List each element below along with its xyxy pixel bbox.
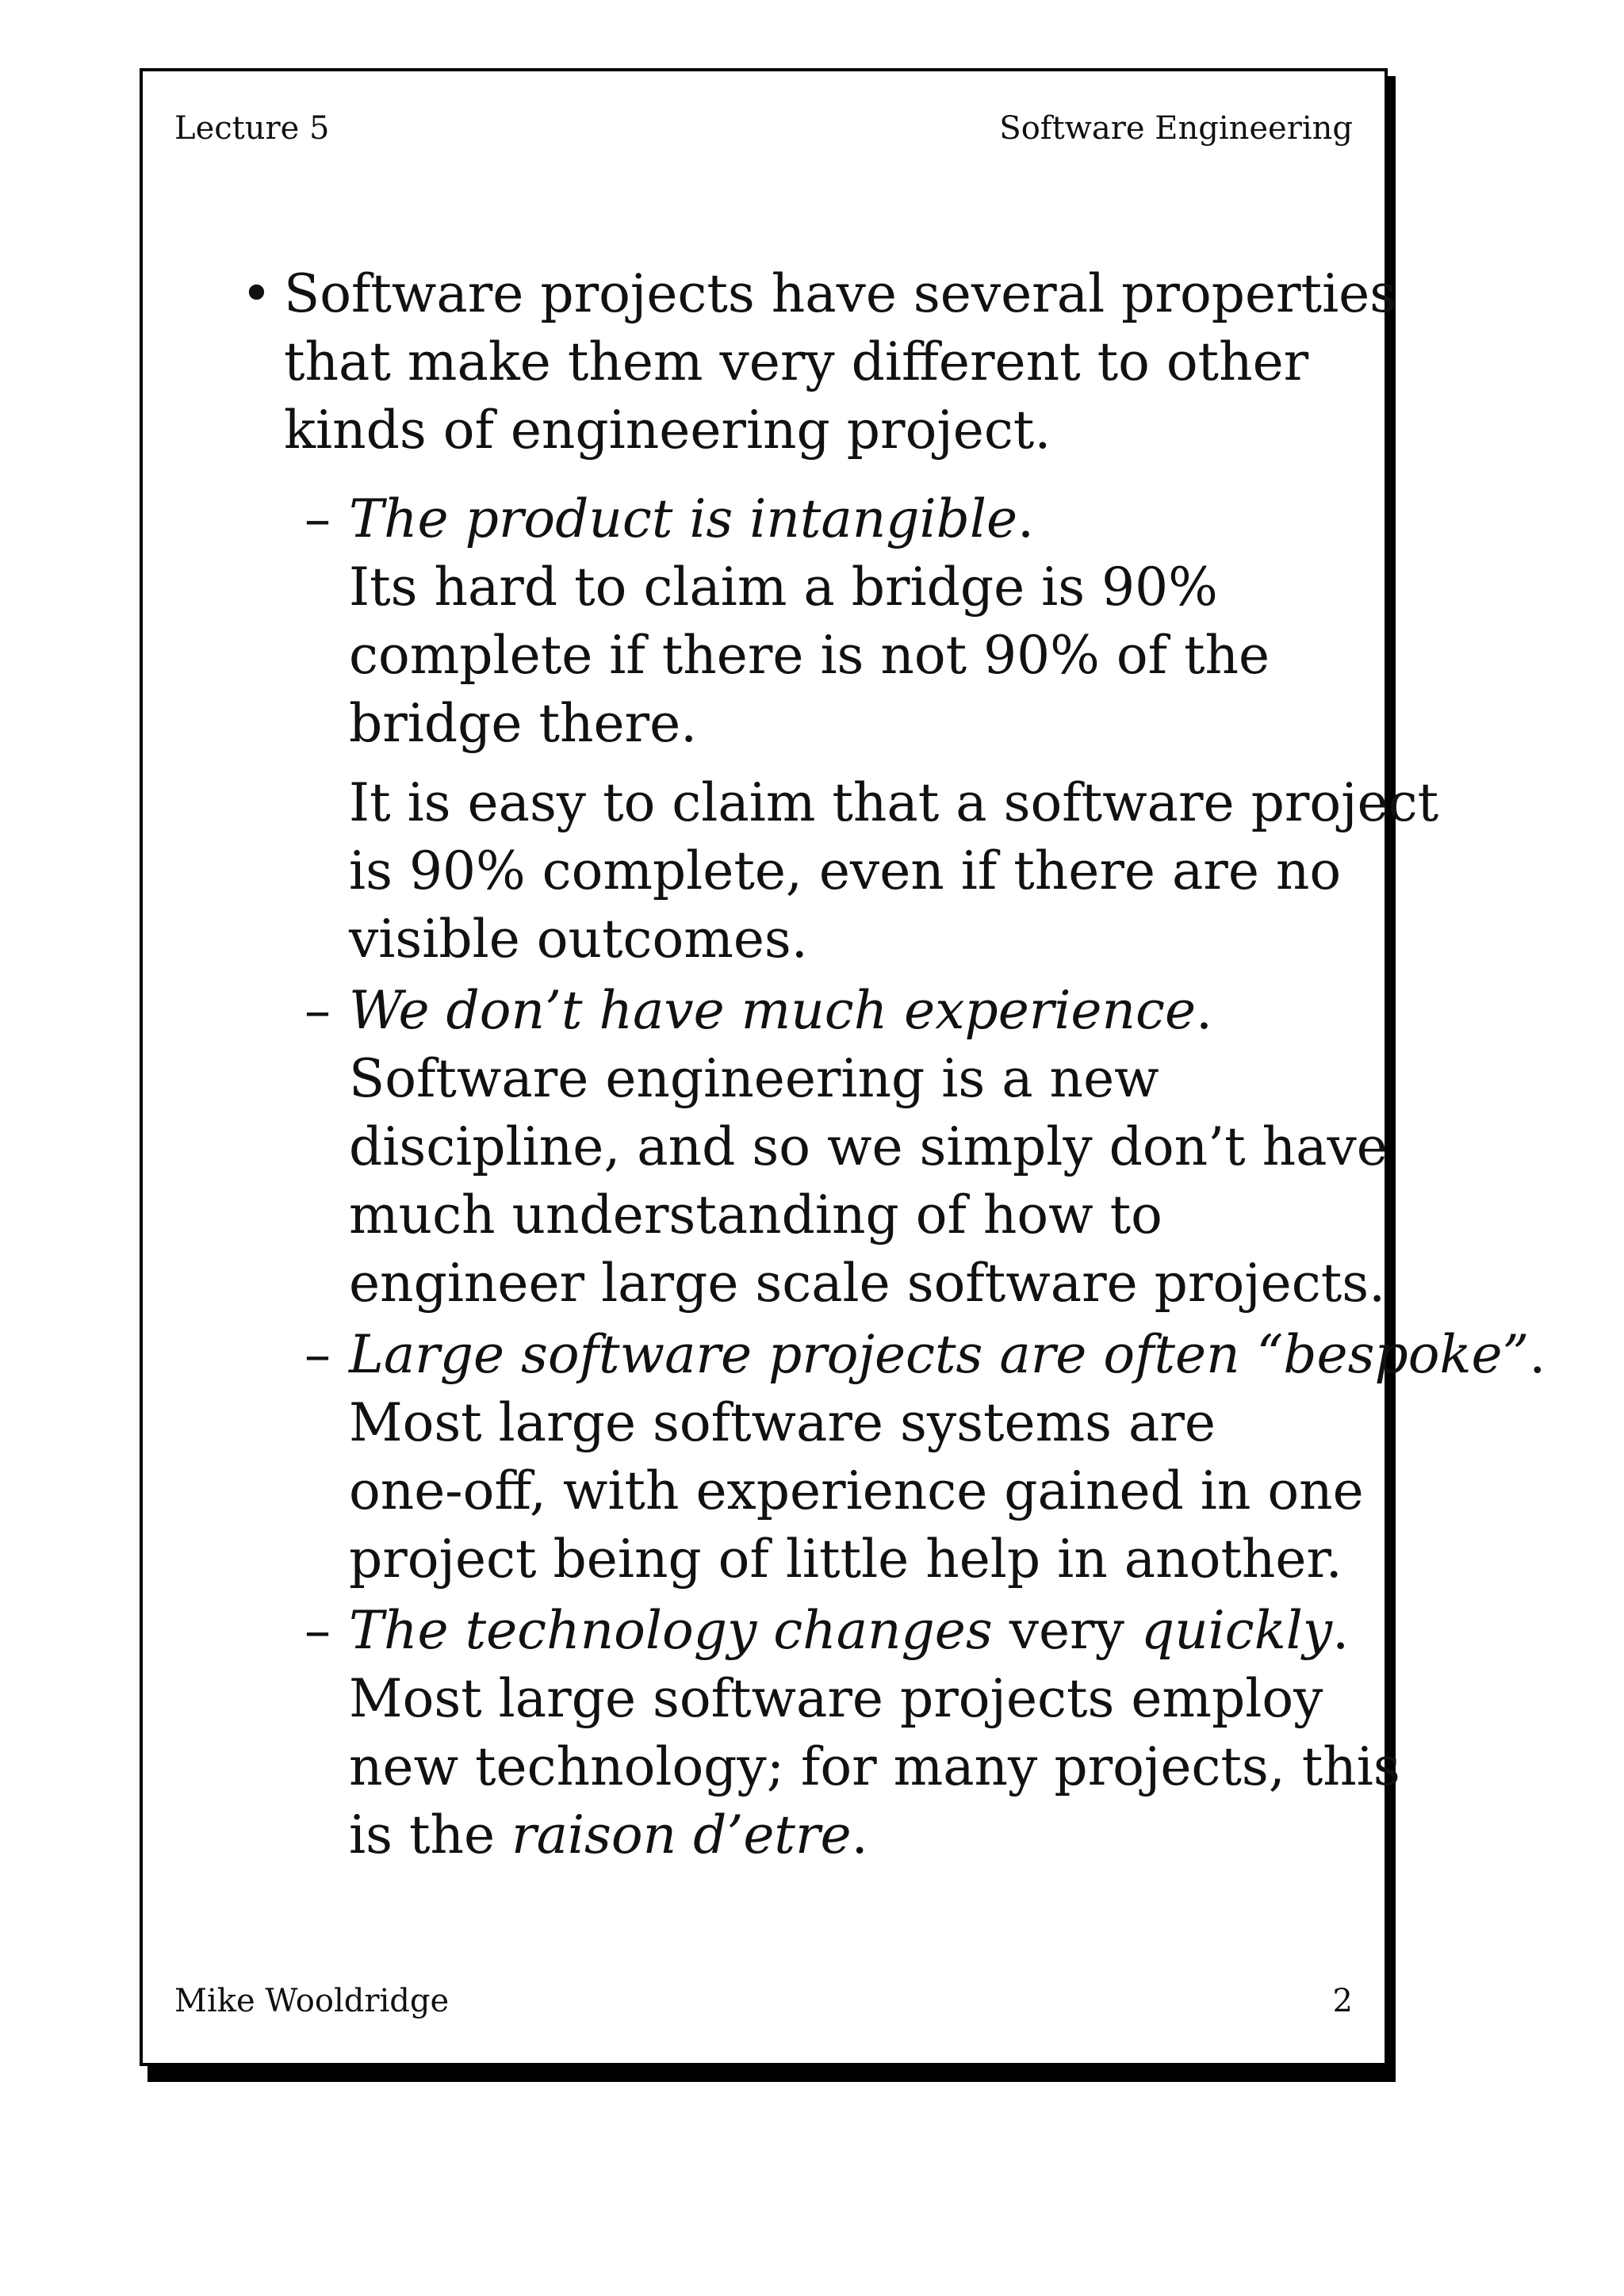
sub-bullet-list: [241, 485, 1546, 1869]
subitem-title: [349, 977, 1367, 1045]
subitem-title-period: .: [1332, 1600, 1350, 1661]
dash-icon: –: [304, 1600, 331, 1661]
subitem-title-period: .: [1529, 1324, 1546, 1385]
subitem-title-text: quickly: [1140, 1600, 1333, 1661]
main-bullet: [241, 260, 1397, 465]
subitem-title: [349, 1597, 1367, 1665]
header-lecture: Lecture 5: [174, 110, 330, 147]
dash-icon: –: [304, 1324, 331, 1385]
subitem-text-line: engineer large scale software projects.: [349, 1253, 1386, 1314]
main-bullet-line: that make them very different to other: [284, 331, 1309, 392]
slide: [140, 68, 1546, 2066]
subitem-text-line: complete if there is not 90% of the: [349, 625, 1270, 686]
header-course-title: Software Engineering: [999, 110, 1353, 147]
footer-page-number: 2: [1332, 1983, 1353, 2019]
subitem-experience: [304, 977, 1388, 1318]
bullet-icon: •: [241, 263, 272, 324]
dash-icon: –: [304, 980, 331, 1041]
subitem-text-line: Its hard to claim a bridge is 90%: [349, 557, 1218, 618]
text-fragment-italic: raison d’etre: [511, 1804, 852, 1866]
dash-icon: –: [304, 488, 331, 549]
subitem-title: [349, 485, 1367, 553]
subitem-text-line: visible outcomes.: [349, 909, 808, 970]
subitem-text-line: project being of little help in another.: [349, 1529, 1342, 1590]
subitem-text-line: Most large software projects employ: [349, 1668, 1323, 1729]
subitem-text-line: new technology; for many projects, this: [349, 1736, 1400, 1797]
slide-content: [241, 260, 1546, 1873]
text-fragment: .: [851, 1804, 868, 1866]
subitem-text-line: much understanding of how to: [349, 1184, 1162, 1246]
subitem-text-line: It is easy to claim that a software project: [349, 772, 1439, 833]
subitem-title-text: Large software projects are often “bespoke”: [349, 1324, 1530, 1385]
subitem-title-text: We don’t have much experience: [349, 980, 1197, 1041]
subitem-title-text: The product is intangible: [349, 488, 1018, 549]
text-fragment: is the: [349, 1804, 512, 1866]
subitem-text-line: [349, 1801, 1367, 1869]
subitem-text-line: Most large software systems are: [349, 1392, 1216, 1453]
subitem-text-line: Software engineering is a new: [349, 1048, 1159, 1109]
subitem-title-period: .: [1017, 488, 1035, 549]
subitem-text-line: one-off, with experience gained in one: [349, 1460, 1364, 1521]
main-bullet-line: kinds of engineering project.: [284, 400, 1051, 461]
subitem-text-line: discipline, and so we simply don’t have: [349, 1116, 1388, 1177]
paragraph-gap: [349, 758, 1367, 769]
subitem-title-period: .: [1196, 980, 1213, 1041]
main-bullet-line: Software projects have several properties: [284, 263, 1397, 324]
subitem-technology: [304, 1597, 1400, 1869]
subitem-intangible: [304, 485, 1439, 974]
subitem-title-text: The technology changes: [349, 1600, 993, 1661]
subitem-title-text: very: [992, 1600, 1141, 1661]
footer-author: Mike Wooldridge: [174, 1983, 450, 2019]
subitem-bespoke: [304, 1321, 1546, 1594]
subitem-text-line: bridge there.: [349, 693, 698, 754]
subitem-text-line: is 90% complete, even if there are no: [349, 840, 1342, 901]
subitem-title: [349, 1321, 1546, 1389]
